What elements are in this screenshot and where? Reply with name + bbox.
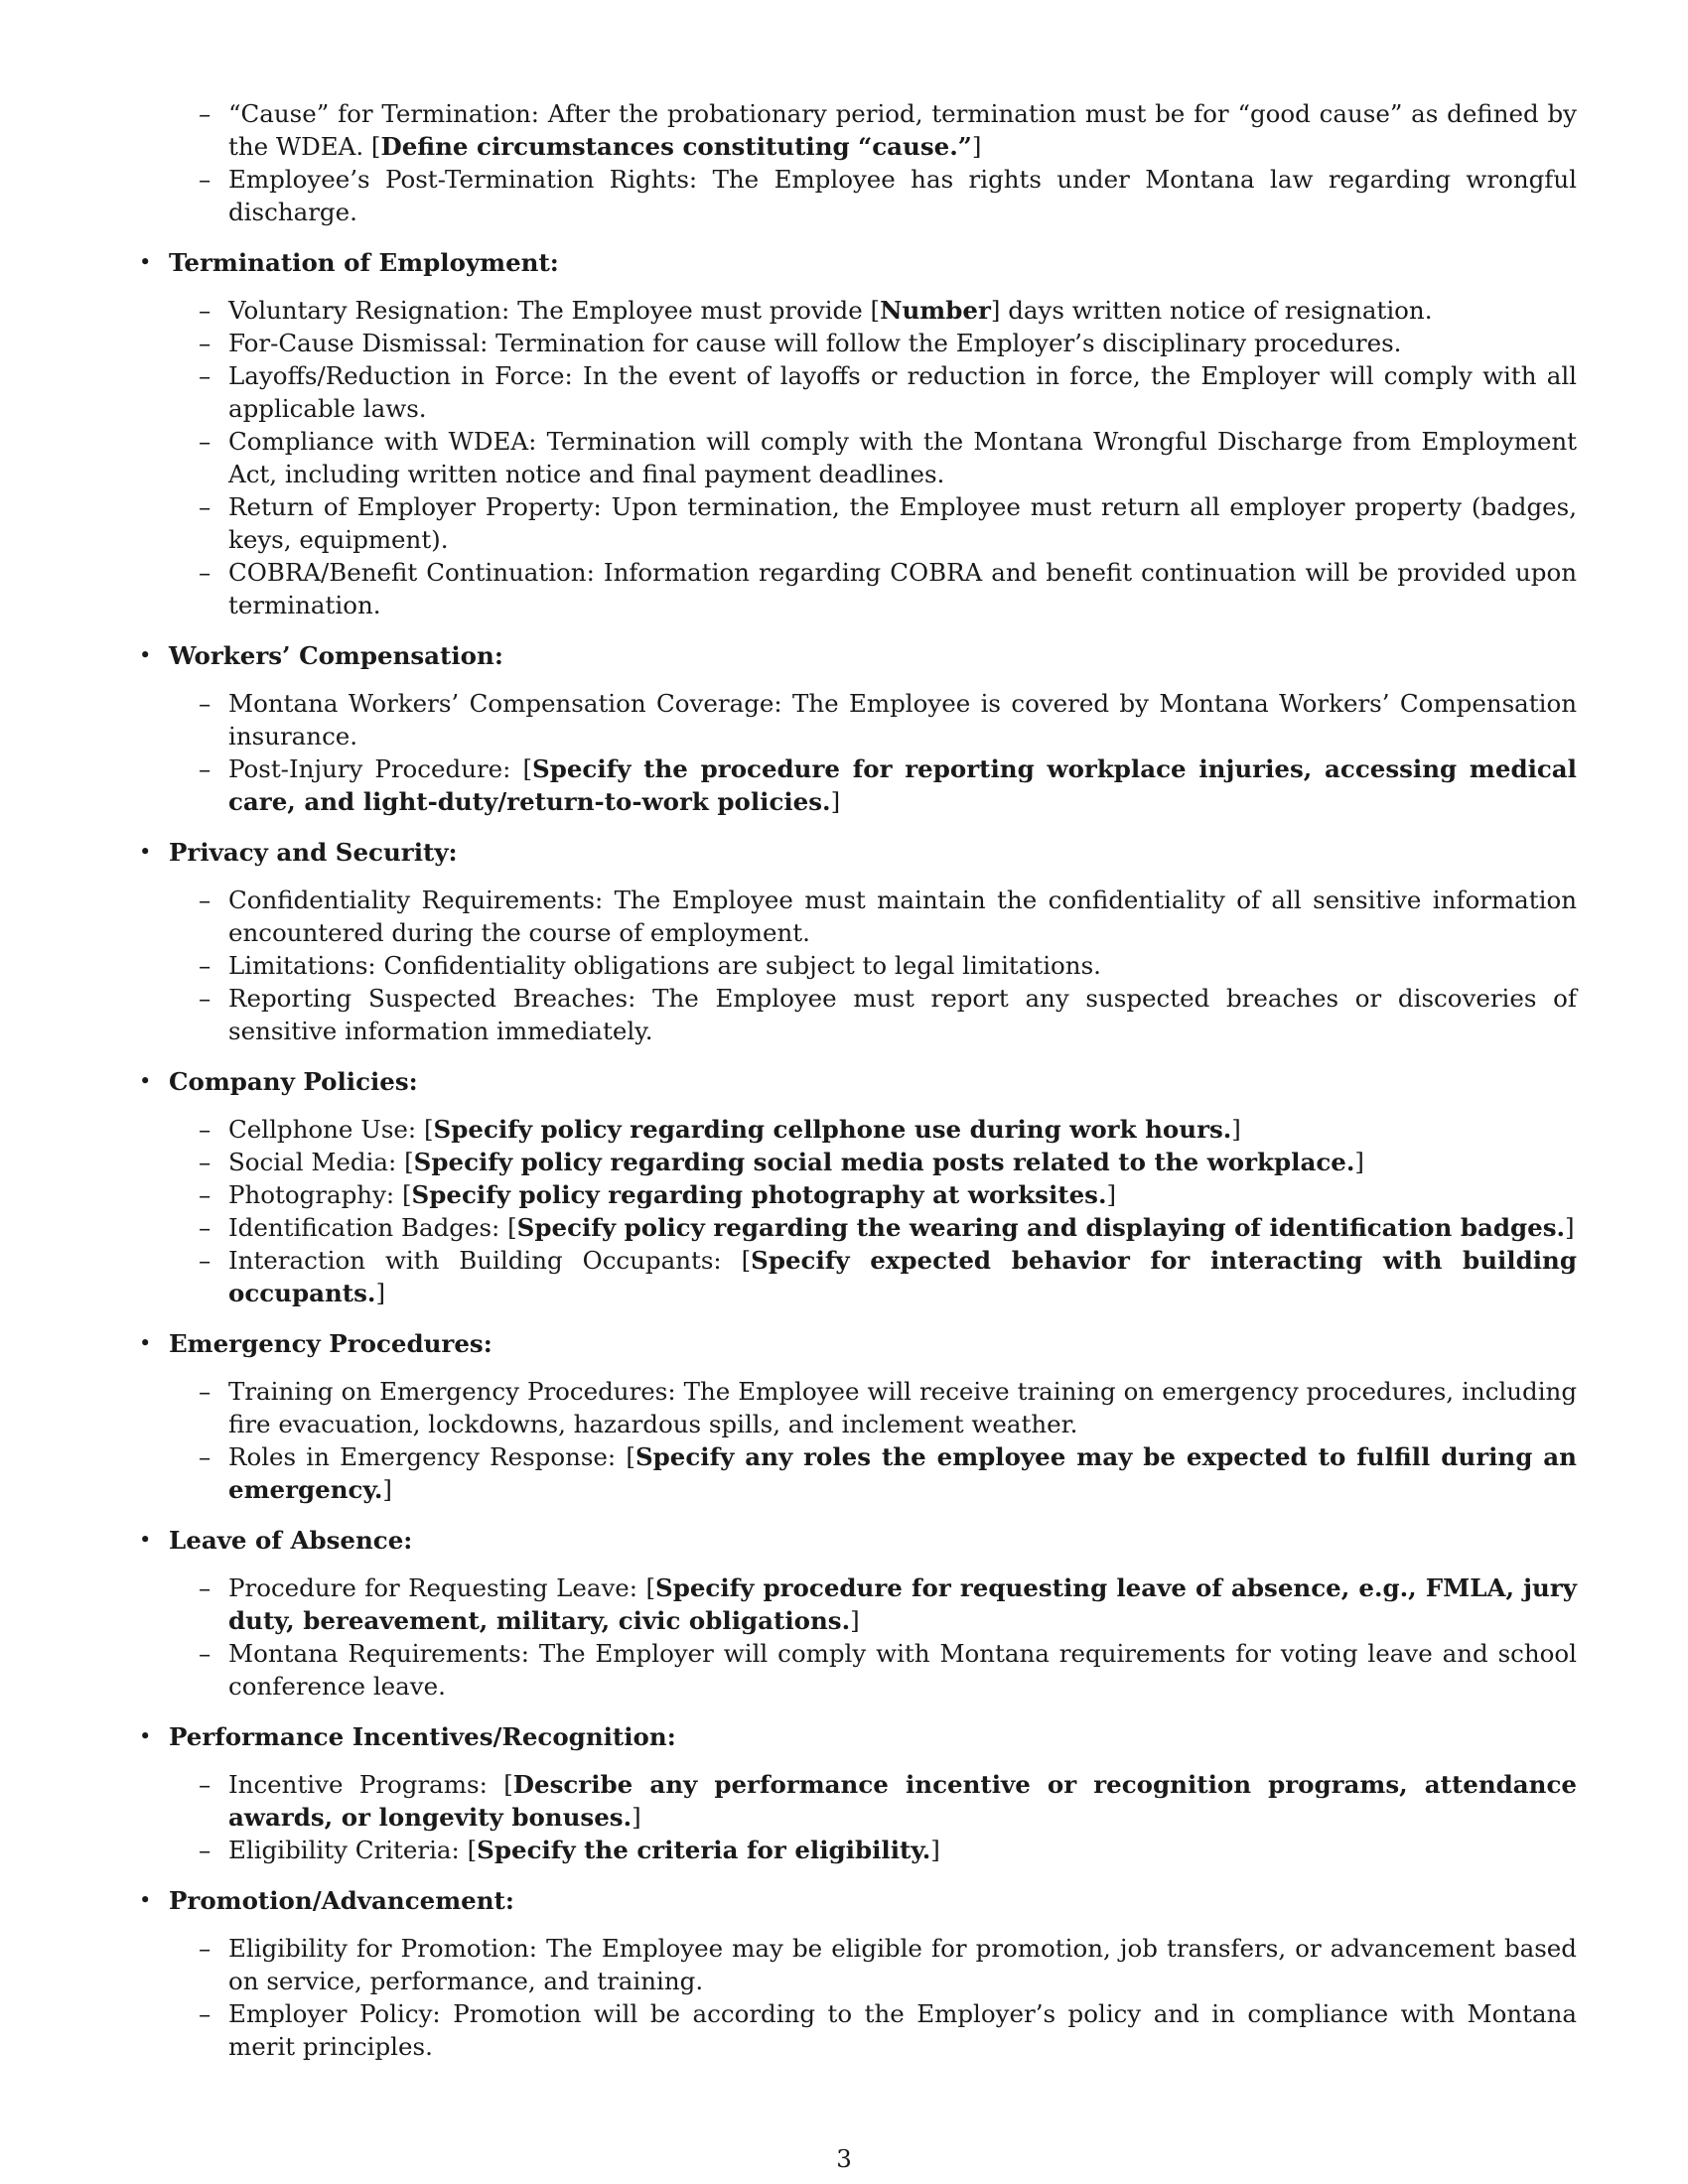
section: [139, 97, 1577, 228]
placeholder-text: Specify policy regarding photography at worksites.: [411, 1180, 1107, 1209]
dash-icon: –: [199, 754, 211, 783]
sub-item-list: [169, 1932, 1577, 2063]
item-text: Termination will comply with the Montana Wrongful Discharge from Employment Act, including written notice and final payment deadlines.: [228, 427, 1577, 488]
item-label: Layoffs/Reduction in Force:: [228, 361, 573, 390]
section-heading: Performance Incentives/Recognition:: [169, 1722, 676, 1751]
section: [139, 836, 1577, 1047]
list-item: [169, 490, 1577, 556]
placeholder-text: Number: [880, 296, 991, 325]
bullet-icon: •: [139, 840, 152, 864]
sub-item-list: [169, 97, 1577, 228]
list-item: – Photography: [Specify policy regarding photography at worksites.]: [199, 1180, 1117, 1209]
item-label: Cellphone Use:: [228, 1115, 417, 1144]
list-item: [169, 949, 1577, 982]
item-text: The Employee has rights under Montana law regarding wrongful discharge.: [228, 165, 1577, 226]
item-label: Social Media:: [228, 1148, 397, 1176]
placeholder-text: Define circumstances constituting “cause.”: [380, 132, 972, 161]
item-label: For-Cause Dismissal:: [228, 329, 489, 357]
item-label: Incentive Programs:: [228, 1770, 488, 1799]
bullet-icon: •: [139, 250, 152, 274]
dash-icon: –: [199, 1180, 211, 1209]
dash-icon: –: [199, 984, 211, 1013]
list-item: [169, 1637, 1577, 1703]
section: [139, 246, 1577, 621]
list-item: – Social Media: [Specify policy regarding social media posts related to the workplace.]: [199, 1148, 1364, 1176]
section-heading: Leave of Absence:: [169, 1526, 413, 1555]
sub-item-list: [169, 687, 1577, 818]
list-item: [169, 687, 1577, 752]
list-item: [169, 1997, 1577, 2063]
list-item: [169, 327, 1577, 359]
item-label: Employee’s Post-Termination Rights:: [228, 165, 698, 194]
item-label: Training on Emergency Procedures:: [228, 1377, 676, 1406]
dash-icon: –: [199, 492, 211, 521]
item-text: Confidentiality obligations are subject to legal limitations.: [383, 951, 1101, 980]
bullet-icon: •: [139, 1888, 152, 1912]
dash-icon: –: [199, 1639, 211, 1668]
item-text: The Employee must maintain the confidentiality of all sensitive information encountered during the course of employment.: [228, 886, 1577, 947]
dash-icon: –: [199, 427, 211, 456]
dash-icon: –: [199, 1148, 211, 1176]
dash-icon: –: [199, 1377, 211, 1406]
bullet-icon: •: [139, 1069, 152, 1093]
sub-item-list: [169, 1768, 1577, 1866]
dash-icon: –: [199, 689, 211, 718]
item-text: The Employee may be eligible for promotion, job transfers, or advancement based on service, performance, and training.: [228, 1934, 1577, 1995]
bullet-icon: •: [139, 643, 152, 667]
placeholder-text: Specify any roles the employee may be expected to fulfill during an emergency.: [228, 1442, 1577, 1504]
dash-icon: –: [199, 1213, 211, 1242]
dash-icon: –: [199, 1934, 211, 1963]
list-item: – Post-Injury Procedure: [Specify the procedure for reporting workplace injuries, accessing medical care, and light-duty/return-to-work policies.]: [199, 754, 1577, 816]
section: [139, 639, 1577, 818]
placeholder-text: Specify expected behavior for interacting with building occupants.: [228, 1246, 1577, 1307]
item-label: Interaction with Building Occupants:: [228, 1246, 722, 1275]
item-text: Upon termination, the Employee must return all employer property (badges, keys, equipment).: [228, 492, 1577, 554]
dash-icon: –: [199, 1442, 211, 1471]
placeholder-text: Specify procedure for requesting leave of absence, e.g., FMLA, jury duty, bereavement, military, civic obligations.: [228, 1573, 1577, 1635]
list-item: [169, 884, 1577, 949]
placeholder-text: Specify policy regarding social media posts related to the workplace.: [413, 1148, 1355, 1176]
dash-icon: –: [199, 886, 211, 914]
section: [139, 1524, 1577, 1703]
list-item: – Interaction with Building Occupants: [Specify expected behavior for interacting with building occupants.]: [199, 1246, 1577, 1307]
item-label: Procedure for Requesting Leave:: [228, 1573, 638, 1602]
item-label: Voluntary Resignation:: [228, 296, 510, 325]
placeholder-text: Specify the procedure for reporting workplace injuries, accessing medical care, and light-duty/return-to-work policies.: [228, 754, 1577, 816]
list-item: [169, 1375, 1577, 1440]
item-text: The Employee is covered by Montana Workers’ Compensation insurance.: [228, 689, 1577, 751]
item-label: Roles in Emergency Response:: [228, 1442, 617, 1471]
list-item: [169, 556, 1577, 621]
page-number: 3: [836, 2144, 852, 2173]
dash-icon: –: [199, 1836, 211, 1864]
dash-icon: –: [199, 296, 211, 325]
list-item: – Voluntary Resignation: The Employee must provide [Number] days written notice of resignation.: [199, 296, 1433, 325]
item-text: Termination for cause will follow the Employer’s disciplinary procedures.: [495, 329, 1402, 357]
item-text: The Employee must provide: [517, 296, 863, 325]
dash-icon: –: [199, 951, 211, 980]
item-label: Identification Badges:: [228, 1213, 500, 1242]
placeholder-text: Specify policy regarding the wearing and displaying of identification badges.: [516, 1213, 1566, 1242]
section-heading: Promotion/Advancement:: [169, 1886, 514, 1915]
item-label: Montana Workers’ Compensation Coverage:: [228, 689, 782, 718]
item-label: “Cause” for Termination:: [228, 99, 539, 128]
dash-icon: –: [199, 1999, 211, 2028]
item-label: COBRA/Benefit Continuation:: [228, 558, 595, 587]
item-text: Promotion will be according to the Employer’s policy and in compliance with Montana merit principles.: [228, 1999, 1577, 2061]
item-text: The Employee will receive training on emergency procedures, including fire evacuation, lockdowns, hazardous spills, and inclement weather.: [228, 1377, 1578, 1438]
item-text: In the event of layoffs or reduction in force, the Employer will comply with all applicable laws.: [228, 361, 1577, 423]
list-item: [169, 425, 1577, 490]
item-label: Post-Injury Procedure:: [228, 754, 511, 783]
placeholder-text: Describe any performance incentive or recognition programs, attendance awards, or longevity bonuses.: [228, 1770, 1577, 1832]
item-label: Limitations:: [228, 951, 376, 980]
list-item: – Identification Badges: [Specify policy regarding the wearing and displaying of identification badges.]: [199, 1213, 1575, 1242]
bullet-icon: •: [139, 1528, 152, 1552]
dash-icon: –: [199, 99, 211, 128]
item-label: Eligibility Criteria:: [228, 1836, 460, 1864]
list-item: [169, 1932, 1577, 1997]
list-item: – Eligibility Criteria: [Specify the criteria for eligibility.]: [199, 1836, 940, 1864]
dash-icon: –: [199, 1573, 211, 1602]
dash-icon: –: [199, 1115, 211, 1144]
section-heading: Emergency Procedures:: [169, 1329, 492, 1358]
placeholder-text: Specify the criteria for eligibility.: [477, 1836, 931, 1864]
dash-icon: –: [199, 1770, 211, 1799]
sub-item-list: [169, 1113, 1577, 1309]
section: [139, 1065, 1577, 1309]
item-label: Montana Requirements:: [228, 1639, 529, 1668]
section: [139, 1720, 1577, 1866]
dash-icon: –: [199, 329, 211, 357]
list-item: – “Cause” for Termination: After the probationary period, termination must be for “good cause” as defined by the WDEA. [Define circumstances constituting “cause.”]: [199, 99, 1577, 161]
list-item: – Cellphone Use: [Specify policy regarding cellphone use during work hours.]: [199, 1115, 1241, 1144]
document-body: [139, 97, 1577, 2081]
item-label: Eligibility for Promotion:: [228, 1934, 538, 1963]
placeholder-text: Specify policy regarding cellphone use during work hours.: [433, 1115, 1232, 1144]
item-label: Confidentiality Requirements:: [228, 886, 604, 914]
item-text: The Employer will comply with Montana requirements for voting leave and school conference leave.: [228, 1639, 1577, 1701]
section-heading: Company Policies:: [169, 1067, 418, 1096]
list-item: – Procedure for Requesting Leave: [Specify procedure for requesting leave of absence, e.g., FMLA, jury duty, bereavement, military, civic obligations.]: [199, 1573, 1577, 1635]
bullet-icon: •: [139, 1331, 152, 1355]
item-text: The Employee must report any suspected breaches or discoveries of sensitive information immediately.: [228, 984, 1577, 1045]
dash-icon: –: [199, 361, 211, 390]
section: [139, 1884, 1577, 2063]
bullet-icon: •: [139, 1724, 152, 1748]
item-label: Photography:: [228, 1180, 395, 1209]
item-label: Employer Policy:: [228, 1999, 441, 2028]
item-label: Reporting Suspected Breaches:: [228, 984, 636, 1013]
item-label: Compliance with WDEA:: [228, 427, 537, 456]
sub-item-list: [169, 294, 1577, 621]
dash-icon: –: [199, 165, 211, 194]
item-text: After the probationary period, termination must be for “good cause” as defined by the WDEA.: [228, 99, 1577, 161]
sub-item-list: [169, 1375, 1577, 1506]
list-item: [169, 359, 1577, 425]
list-item: – Incentive Programs: [Describe any performance incentive or recognition programs, attendance awards, or longevity bonuses.]: [199, 1770, 1577, 1832]
section-heading: Termination of Employment:: [169, 248, 559, 277]
list-item: [169, 163, 1577, 228]
section-heading: Workers’ Compensation:: [169, 641, 503, 670]
list-item: [169, 982, 1577, 1047]
sub-item-list: [169, 884, 1577, 1047]
section: [139, 1327, 1577, 1506]
dash-icon: –: [199, 558, 211, 587]
sub-item-list: [169, 1571, 1577, 1703]
section-heading: Privacy and Security:: [169, 838, 458, 867]
item-label: Return of Employer Property:: [228, 492, 602, 521]
dash-icon: –: [199, 1246, 211, 1275]
item-text: Information regarding COBRA and benefit continuation will be provided upon termination.: [228, 558, 1577, 619]
list-item: – Roles in Emergency Response: [Specify any roles the employee may be expected to fulfill during an emergency.]: [199, 1442, 1577, 1504]
item-text-after: days written notice of resignation.: [1008, 296, 1433, 325]
